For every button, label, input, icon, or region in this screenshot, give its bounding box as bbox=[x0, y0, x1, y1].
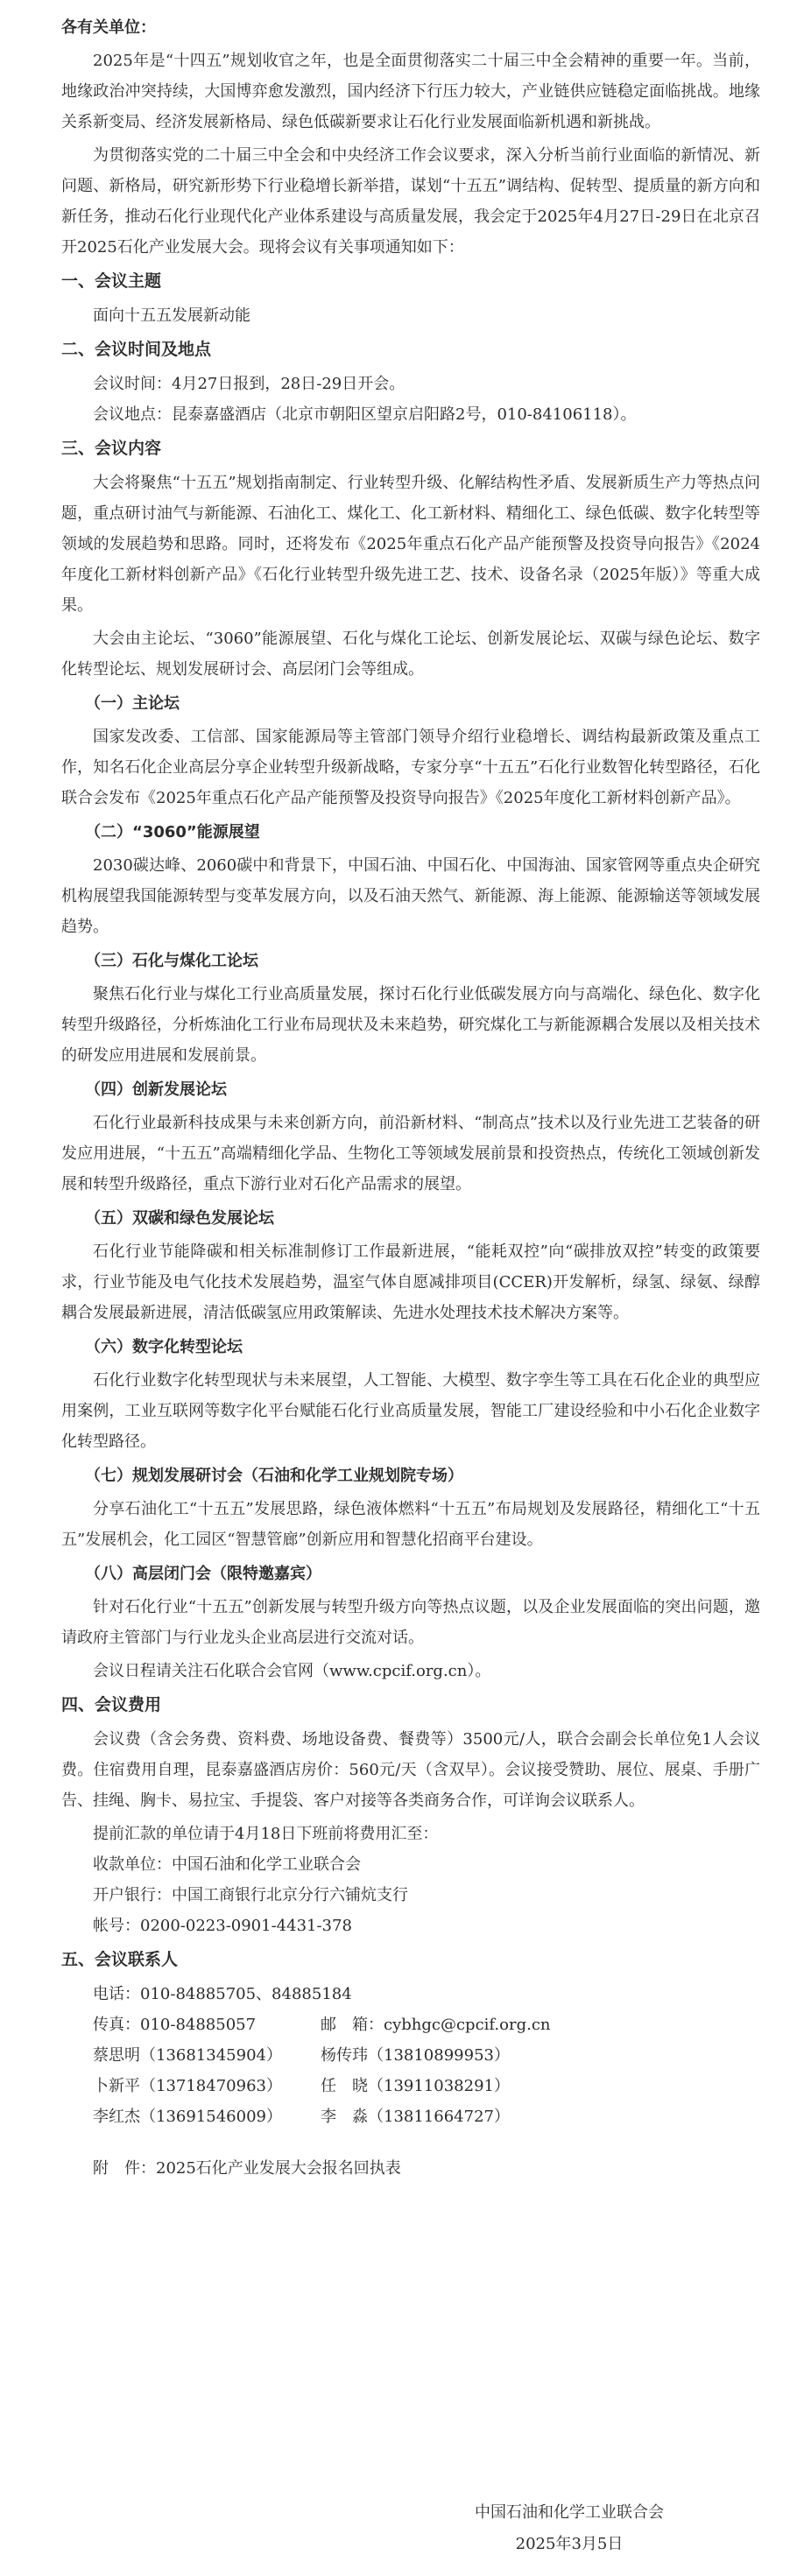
contact-person: 卜新平（13718470963） bbox=[93, 2077, 282, 2095]
section-3-heading: 三、会议内容 bbox=[61, 439, 162, 458]
forum-1-text: 国家发改委、工信部、国家能源局等主管部门领导介绍行业稳增长、调结构最新政策及重点工作，知名石化企业高层分享企业转型升级新战略，专家分享“十五五”石化行业数智化转型路径，石化联合会发布《2025年重点石化产品产能预警及投资导向报告》《2025年度化工新材料创新产品》。 bbox=[61, 728, 760, 807]
signature-date: 2025年3月5日 bbox=[515, 2535, 624, 2553]
forum-7-text: 分享石油化工“十五五”发展思路，绿色液体燃料“十五五”布局规划及发展路径，精细化工“十五五”发展机会，化工园区“智慧管廊”创新应用和智慧化招商平台建设。 bbox=[61, 1500, 760, 1549]
section-2-heading: 二、会议时间及地点 bbox=[61, 340, 212, 359]
attachment-line: 附 件：2025石化产业发展大会报名回执表 bbox=[93, 2159, 401, 2178]
content-paragraph-1: 大会将聚焦“十五五”规划指南制定、行业转型升级、化解结构性矛盾、发展新质生产力等热点问题，重点研讨油气与新能源、石油化工、煤化工、化工新材料、精细化工、绿色低碳、数字化转型等领域的发展趋势和思路。同时，还将发布《2025年重点石化产品产能预警及投资导向报告》《2024年度化工新材料创新产品》《石化行业转型升级先进工艺、技术、设备名录（2025年版）》等重大成果。 bbox=[61, 474, 760, 615]
contact-person-list bbox=[61, 2040, 760, 2132]
forum-7-heading: （七）规划发展研讨会（石油和化学工业规划院专场） bbox=[85, 1467, 463, 1485]
contact-person: 李红杰（13691546009） bbox=[93, 2108, 282, 2126]
conference-time: 会议时间：4月27日报到，28日-29日开会。 bbox=[93, 375, 406, 393]
forum-8-heading: （八）高层闭门会（限特邀嘉宾） bbox=[85, 1565, 321, 1583]
forum-8-text: 针对石化行业“十五五”创新发展与转型升级方向等热点议题，以及企业发展面临的突出问题，邀请政府主管部门与行业龙头企业高层进行交流对话。 bbox=[61, 1598, 760, 1647]
forum-3-heading: （三）石化与煤化工论坛 bbox=[85, 952, 258, 970]
account-number: 帐号：0200-0223-0901-4431-378 bbox=[93, 1917, 352, 1935]
section-5-heading: 五、会议联系人 bbox=[61, 1950, 179, 1969]
forum-6-text: 石化行业数字化转型现状与未来展望，人工智能、大模型、数字孪生等工具在石化企业的典型应用案例，工业互联网等数字化平台赋能石化行业高质量发展，智能工厂建设经验和中小石化企业数字化转型路径。 bbox=[61, 1371, 760, 1451]
payee: 收款单位：中国石油和化学工业联合会 bbox=[93, 1855, 361, 1874]
contact-email: 邮 箱：cybhgc@cpcif.org.cn bbox=[321, 2016, 551, 2034]
forum-5-text: 石化行业节能降碳和相关标准制修订工作最新进展，“能耗双控”向“碳排放双控”转变的政策要求，行业节能及电气化技术发展趋势，温室气体自愿减排项目(CCER)开发解析，绿氢、绿氨、绿醇耦合发展最新进展，清洁低碳氢应用政策解读、先进水处理技术技术解决方案等。 bbox=[61, 1242, 760, 1322]
contact-person: 李 淼（13811664727） bbox=[321, 2108, 510, 2126]
signature-org: 中国石油和化学工业联合会 bbox=[475, 2503, 664, 2522]
schedule-note: 会议日程请关注石化联合会官网（www.cpcif.org.cn）。 bbox=[93, 1662, 491, 1680]
intro-paragraph-2: 为贯彻落实党的二十届三中全会和中央经济工作会议要求，深入分析当前行业面临的新情况、新问题、新格局，研究新形势下行业稳增长新举措，谋划“十五五”调结构、促转型、提质量的新方向和新任务，推动石化行业现代化产业体系建设与高质量发展，我会定于2025年4月27日-29日在北京召开2025石化产业发展大会。现将会议有关事项通知如下： bbox=[61, 146, 760, 257]
contact-person: 蔡思明（13681345904） bbox=[93, 2046, 282, 2065]
intro-paragraph-1: 2025年是“十四五”规划收官之年，也是全面贯彻落实二十届三中全会精神的重要一年。当前，地缘政治冲突持续，大国博弈愈发激烈，国内经济下行压力较大，产业链供应链稳定面临挑战。地缘关系新变局、经济发展新格局、绿色低碳新要求让石化行业发展面临新机遇和新挑战。 bbox=[61, 52, 760, 131]
forum-1-heading: （一）主论坛 bbox=[85, 694, 180, 713]
section-4-heading: 四、会议费用 bbox=[61, 1695, 162, 1714]
content-paragraph-2: 大会由主论坛、“3060”能源展望、石化与煤化工论坛、创新发展论坛、双碳与绿色论坛、数字化转型论坛、规划发展研讨会、高层闭门会等组成。 bbox=[61, 630, 760, 679]
conference-place: 会议地点：昆泰嘉盛酒店（北京市朝阳区望京启阳路2号，010-84106118）。 bbox=[93, 405, 637, 424]
bank: 开户银行：中国工商银行北京分行六铺炕支行 bbox=[93, 1886, 408, 1904]
section-1-heading: 一、会议主题 bbox=[61, 271, 162, 291]
salutation: 各有关单位： bbox=[61, 18, 156, 37]
contact-person: 杨传玮（13810899953） bbox=[321, 2046, 510, 2065]
forum-4-text: 石化行业最新科技成果与未来创新方向，前沿新材料、“制高点”技术以及行业先进工艺装备的研发应用进展，“十五五”高端精细化学品、生物化工等领域发展前景和投资热点，传统化工领域创新发展和转型升级路径，重点下游行业对石化产品需求的展望。 bbox=[61, 1114, 760, 1193]
forum-2-text: 2030碳达峰、2060碳中和背景下，中国石油、中国石化、中国海油、国家管网等重点央企研究机构展望我国能源转型与变革发展方向，以及石油天然气、新能源、海上能源、能源输送等领域发展趋势。 bbox=[61, 856, 760, 936]
forum-2-heading: （二）“3060”能源展望 bbox=[85, 823, 260, 841]
contact-person: 任 晓（13911038291） bbox=[321, 2077, 510, 2095]
contact-phone: 电话：010-84885705、84885184 bbox=[93, 1985, 352, 2003]
fee-paragraph: 会议费（含会务费、资料费、场地设备费、餐费等）3500元/人，联合会副会长单位免1人会议费。住宿费用自理，昆泰嘉盛酒店房价：560元/天（含双早）。会议接受赞助、展位、展桌、手册广告、挂绳、胸卡、易拉宝、手提袋、客户对接等各类商务合作，可详询会议联系人。 bbox=[61, 1730, 760, 1810]
forum-4-heading: （四）创新发展论坛 bbox=[85, 1080, 227, 1099]
forum-6-heading: （六）数字化转型论坛 bbox=[85, 1338, 243, 1356]
contact-fax: 传真：010-84885057 bbox=[93, 2016, 257, 2034]
contact-grid bbox=[61, 2009, 760, 2040]
forum-5-heading: （五）双碳和绿色发展论坛 bbox=[85, 1209, 274, 1228]
remittance-note: 提前汇款的单位请于4月18日下班前将费用汇至： bbox=[93, 1825, 439, 1843]
forum-3-text: 聚焦石化行业与煤化工行业高质量发展，探讨石化行业低碳发展方向与高端化、绿色化、数字化转型升级路径，分析炼油化工行业布局现状及未来趋势，研究煤化工与新能源耦合发展以及相关技术的研发应用进展和发展前景。 bbox=[61, 985, 760, 1065]
conference-theme: 面向十五五发展新动能 bbox=[93, 306, 250, 325]
